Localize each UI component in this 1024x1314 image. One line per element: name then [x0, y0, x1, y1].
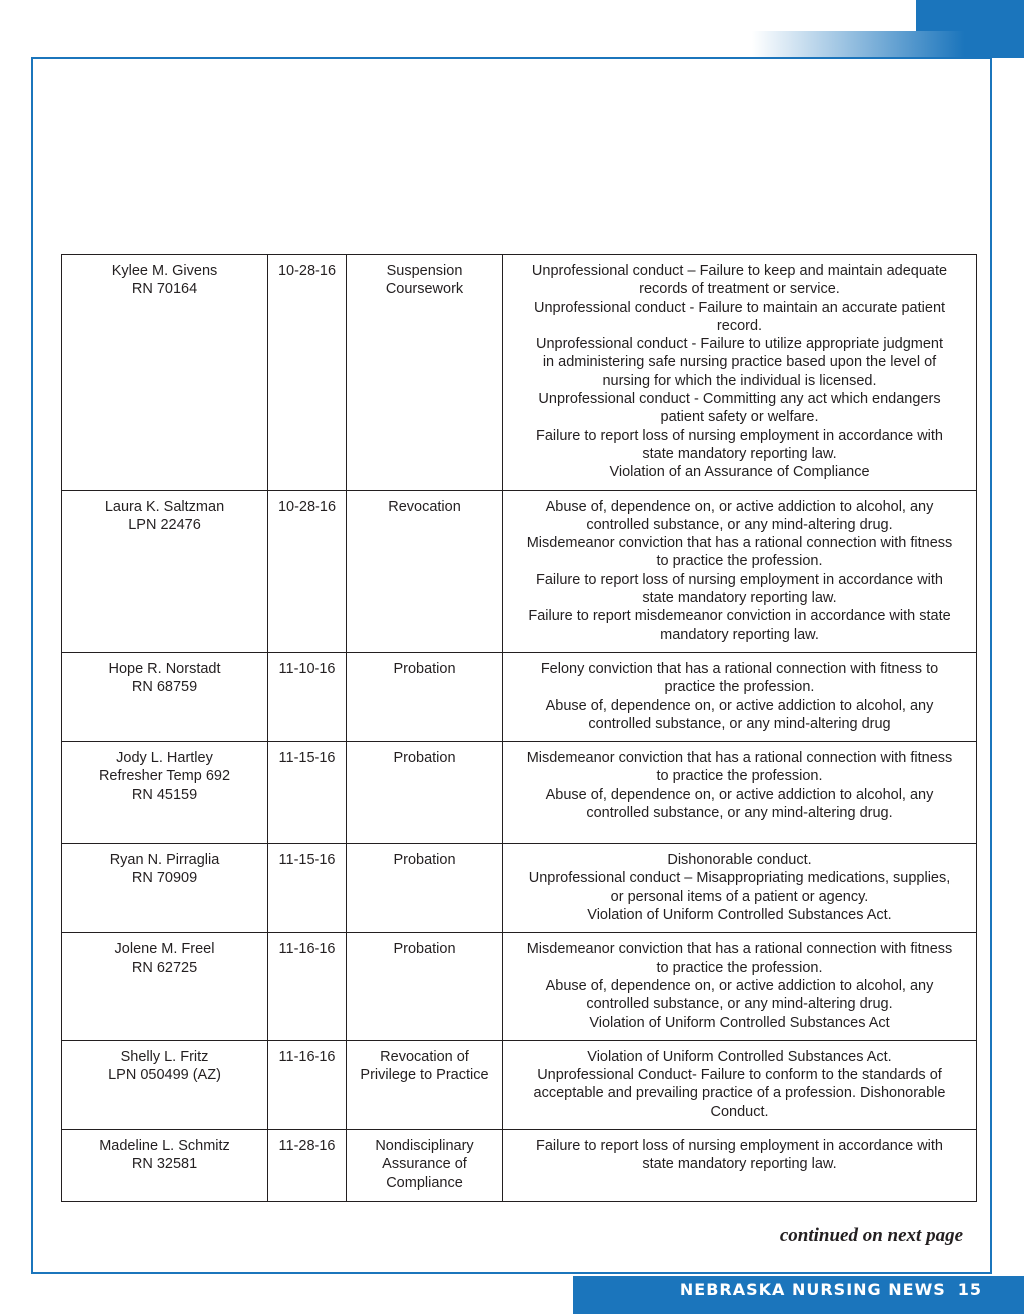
- reason-line: Unprofessional Conduct- Failure to conform to the standards of: [537, 1067, 942, 1084]
- action-cell: [347, 490, 503, 652]
- reason-line: Abuse of, dependence on, or active addiction to alcohol, any: [545, 498, 934, 515]
- reason-line: records of treatment or service.: [639, 281, 840, 298]
- reason-line: state mandatory reporting law.: [642, 590, 837, 607]
- header-accent-block: [916, 0, 1024, 31]
- license-number: RN 70909: [131, 870, 198, 887]
- license-number: RN 45159: [131, 786, 198, 803]
- reason-line: Misdemeanor conviction that has a rational connection with fitness: [526, 535, 953, 552]
- action-cell: [347, 652, 503, 741]
- action-cell: [347, 1129, 503, 1201]
- action-cell: [347, 255, 503, 491]
- license-number: RN 62725: [131, 959, 198, 976]
- reason-cell: [503, 1040, 977, 1129]
- licensee-name: Jolene M. Freel: [114, 941, 215, 958]
- table-row: [62, 255, 977, 491]
- action-line: Probation: [393, 941, 456, 958]
- reason-cell: [503, 490, 977, 652]
- action-line: Assurance of: [382, 1156, 467, 1173]
- date-cell: 11-28-16: [268, 1129, 347, 1201]
- reason-cell: [503, 844, 977, 933]
- reason-line: to practice the profession.: [656, 553, 823, 570]
- licensee-cell: [62, 255, 268, 491]
- date-cell: 10-28-16: [268, 255, 347, 491]
- reason-line: Violation of Uniform Controlled Substances Act.: [587, 1048, 892, 1065]
- reason-line: Abuse of, dependence on, or active addiction to alcohol, any: [545, 697, 934, 714]
- reason-line: state mandatory reporting law.: [642, 445, 837, 462]
- licensee-name: Ryan N. Pirraglia: [109, 852, 220, 869]
- reason-line: Unprofessional conduct – Failure to keep and maintain adequate: [531, 263, 948, 279]
- action-cell: [347, 1040, 503, 1129]
- reason-cell: [503, 652, 977, 741]
- action-line: Privilege to Practice: [360, 1067, 489, 1084]
- reason-line: Unprofessional conduct – Misappropriating medications, supplies,: [528, 870, 951, 887]
- reason-line: controlled substance, or any mind-altering drug.: [586, 516, 893, 533]
- licensee-name: Laura K. Saltzman: [104, 498, 225, 515]
- reason-line: controlled substance, or any mind-altering drug.: [586, 996, 893, 1013]
- reason-line: Failure to report loss of nursing employment in accordance with: [536, 1137, 943, 1154]
- table-row: [62, 742, 977, 844]
- reason-line: Abuse of, dependence on, or active addiction to alcohol, any: [545, 977, 934, 994]
- reason-line: Conduct.: [710, 1103, 769, 1120]
- date-cell: 11-15-16: [268, 742, 347, 844]
- reason-line: controlled substance, or any mind-altering drug.: [586, 805, 893, 822]
- reason-line: Failure to report misdemeanor conviction in accordance with state: [528, 608, 951, 625]
- license-number: LPN 22476: [128, 516, 201, 533]
- reason-line: nursing for which the individual is licensed.: [602, 372, 877, 389]
- reason-line: Abuse of, dependence on, or active addiction to alcohol, any: [545, 786, 934, 803]
- reason-line: patient safety or welfare.: [660, 409, 819, 426]
- disciplinary-actions-table: [61, 254, 977, 1202]
- reason-line: to practice the profession.: [656, 959, 823, 976]
- license-number: RN 68759: [131, 679, 198, 696]
- action-cell: [347, 933, 503, 1040]
- reason-line: Failure to report loss of nursing employment in accordance with: [536, 571, 943, 588]
- licensee-name: Hope R. Norstadt: [108, 660, 221, 677]
- action-cell: [347, 742, 503, 844]
- licensee-cell: [62, 844, 268, 933]
- action-line: Revocation of: [380, 1048, 469, 1065]
- reason-line: record.: [716, 317, 763, 334]
- action-line: Revocation: [388, 498, 461, 515]
- reason-line: Dishonorable conduct.: [667, 852, 812, 869]
- action-line: Nondisciplinary: [375, 1137, 474, 1154]
- reason-line: Felony conviction that has a rational connection with fitness to: [540, 660, 939, 677]
- table-row: [62, 652, 977, 741]
- date-cell: 11-16-16: [268, 933, 347, 1040]
- license-number: RN 32581: [131, 1156, 198, 1173]
- date-cell: 11-15-16: [268, 844, 347, 933]
- licensee-name: Jody L. Hartley: [116, 750, 213, 767]
- reason-cell: [503, 742, 977, 844]
- reason-line: Failure to report loss of nursing employment in accordance with: [536, 427, 943, 444]
- licensee-cell: [62, 742, 268, 844]
- table-row: [62, 933, 977, 1040]
- action-line: Coursework: [385, 281, 464, 298]
- header-accent-gradient: [752, 31, 1024, 58]
- action-line: Compliance: [386, 1174, 463, 1191]
- license-number: RN 70164: [131, 281, 198, 298]
- reason-line: Violation of an Assurance of Compliance: [609, 464, 870, 481]
- footer-bar: [573, 1276, 1024, 1314]
- licensee-cell: [62, 1129, 268, 1201]
- license-number: LPN 050499 (AZ): [108, 1067, 221, 1084]
- reason-cell: [503, 1129, 977, 1201]
- reason-line: Unprofessional conduct - Committing any act which endangers: [538, 391, 941, 408]
- reason-line: practice the profession.: [664, 679, 815, 696]
- licensee-name: Madeline L. Schmitz: [99, 1137, 230, 1154]
- reason-line: acceptable and prevailing practice of a profession. Dishonorable: [533, 1085, 946, 1102]
- licensee-cell: [62, 933, 268, 1040]
- table-row: [62, 1040, 977, 1129]
- action-line: Probation: [393, 660, 456, 677]
- licensee-cell: [62, 652, 268, 741]
- reason-line: in administering safe nursing practice based upon the level of: [542, 354, 937, 371]
- reason-line: Unprofessional conduct - Failure to utilize appropriate judgment: [535, 336, 944, 353]
- action-line: Suspension: [386, 263, 463, 279]
- reason-line: state mandatory reporting law.: [642, 1156, 837, 1173]
- reason-line: Misdemeanor conviction that has a rational connection with fitness: [526, 750, 953, 767]
- continued-note: continued on next page: [779, 1225, 963, 1246]
- reason-line: or personal items of a patient or agency.: [610, 888, 869, 905]
- reason-line: mandatory reporting law.: [660, 626, 819, 643]
- reason-cell: [503, 933, 977, 1040]
- licensee-name: Shelly L. Fritz: [120, 1048, 209, 1065]
- reason-line: Unprofessional conduct - Failure to maintain an accurate patient: [533, 299, 946, 316]
- reason-line: Misdemeanor conviction that has a rational connection with fitness: [526, 941, 953, 958]
- licensee-cell: [62, 1040, 268, 1129]
- table-row: [62, 1129, 977, 1201]
- reason-line: Violation of Uniform Controlled Substances Act: [589, 1014, 890, 1031]
- licensee-cell: [62, 490, 268, 652]
- date-cell: 11-16-16: [268, 1040, 347, 1129]
- reason-cell: [503, 255, 977, 491]
- action-line: Probation: [393, 852, 456, 869]
- table-row: [62, 490, 977, 652]
- date-cell: 11-10-16: [268, 652, 347, 741]
- license-number: Refresher Temp 692: [98, 768, 231, 785]
- date-cell: 10-28-16: [268, 490, 347, 652]
- table-row: [62, 844, 977, 933]
- publication-name: NEBRASKA NURSING NEWS: [679, 1280, 946, 1299]
- reason-line: Violation of Uniform Controlled Substances Act.: [587, 907, 892, 924]
- licensee-name: Kylee M. Givens: [111, 263, 218, 279]
- page-number: 15: [957, 1280, 982, 1299]
- action-cell: [347, 844, 503, 933]
- action-line: Probation: [393, 750, 456, 767]
- reason-line: controlled substance, or any mind-altering drug: [588, 715, 891, 732]
- reason-line: to practice the profession.: [656, 768, 823, 785]
